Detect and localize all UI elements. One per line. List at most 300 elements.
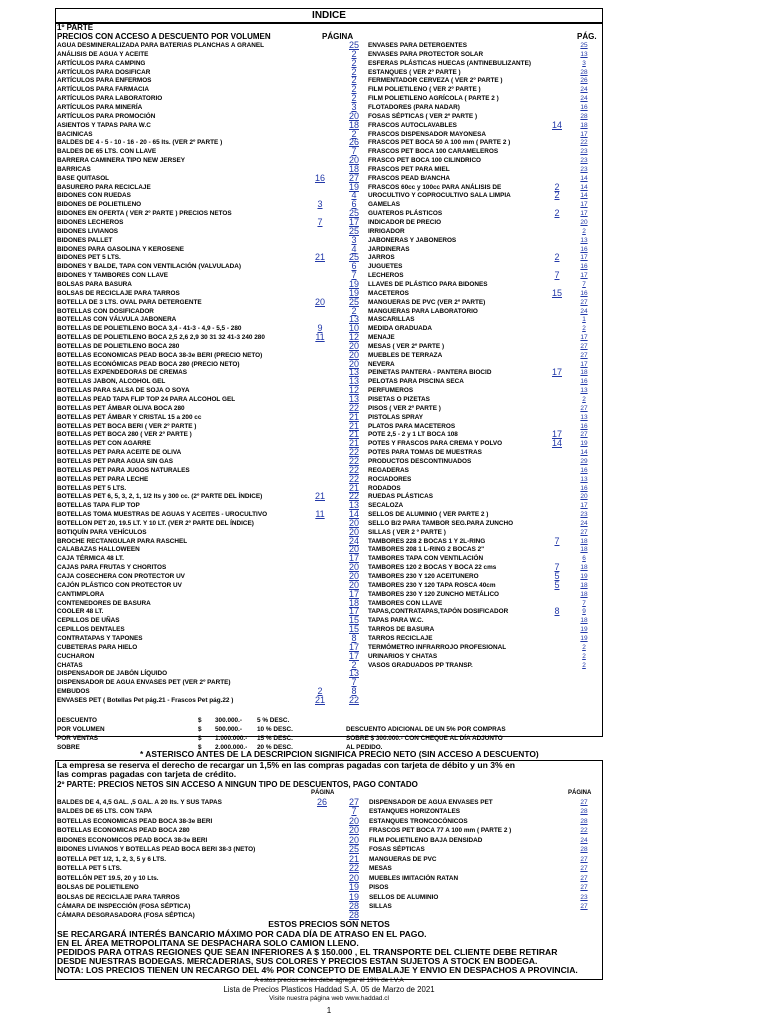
page-link[interactable]: 21 [348,411,359,422]
index-item-label: ARTÍCULOS PARA ENFERMOS [57,77,152,85]
page-link[interactable]: 9 [317,323,323,334]
page-link[interactable]: 21 [348,438,359,449]
page-link[interactable]: 2 [351,66,357,77]
page-link[interactable]: 18 [348,163,359,174]
index-item-label: FRASCOS AUTOCLAVABLES [368,121,457,129]
page-link[interactable]: 21 [348,420,359,431]
discount-extra-note: SOBRE $ 300.000.- CON CHEQUE AL DÍA ADJUNTO [346,735,503,742]
page-link[interactable]: 27 [348,797,359,807]
page-link[interactable]: 17 [580,272,588,280]
index-item-label: MUEBLES IMITACIÓN RATAN [369,874,459,882]
index-item-label: IRRIGADOR [368,227,405,235]
index-item-label: POTES Y FRASCOS PARA CREMA Y POLVO [368,440,503,448]
index-item-label: BOTELLA DE 3 LTS. OVAL PARA DETERGENTE [57,298,202,306]
index-item-label: BOTELLAS ECONÓMICAS PEAD BOCA 280 (PRECIO NETO) [57,360,240,368]
page-link[interactable]: 7 [554,270,560,281]
index-item-label: BOTELLAS PET 5 LTS. [57,484,127,492]
page-link[interactable]: 2 [582,643,586,651]
page-link[interactable]: 2 [582,661,586,669]
page-link[interactable]: 7 [351,677,357,688]
page-link[interactable]: 5 [554,571,560,581]
index-item-label: ARTÍCULOS PARA FARMACIA [57,86,149,94]
page-link[interactable]: 2 [351,75,357,86]
index-item-label: BIDONES EN OFERTA ( VER 2º PARTE ) PRECIOS NETOS [57,210,232,218]
index-item-label: MANGUERAS DE PVC [369,855,437,863]
page-link[interactable]: 19 [580,634,588,642]
page-link[interactable]: 13 [348,376,359,387]
page-link[interactable]: 15 [551,287,562,298]
page-link[interactable]: 2 [582,396,586,403]
page-link[interactable]: 13 [580,475,588,483]
page-link[interactable]: 20 [348,825,359,836]
page-link[interactable]: 18 [580,546,588,554]
index-item-label: FERMENTADOR CERVEZA ( VER 2º PARTE ) [368,77,503,85]
index-item-label: NEVERA [368,360,395,368]
index-item-label: FILM POLIETILENO BAJA DENSIDAD [369,836,483,844]
page-link[interactable]: 20 [348,340,359,351]
index-item-label: BIDONES LIVIANOS Y BOTELLAS PEAD BOCA BERI 38-3 (NETO) [57,846,256,854]
page-link[interactable]: 18 [580,617,588,625]
page-link[interactable]: 22 [348,455,359,466]
page-link[interactable]: 17 [580,201,588,209]
page-link[interactable]: 18 [580,590,588,598]
page-link[interactable]: 20 [348,834,359,845]
page-link[interactable]: 2 [351,128,357,139]
index-item-label: LLAVES DE PLÁSTICO PARA BIDONES [368,280,488,288]
page-link[interactable]: 17 [580,502,588,510]
index-item-label: GAMELAS [368,201,400,209]
page-link[interactable]: 25 [348,208,359,219]
index-item-label: MANGUERAS DE PVC (VER 2º PARTE) [368,298,486,306]
index-item-label: ARTÍCULOS PARA DOSIFICAR [57,68,151,76]
page-link[interactable]: 7 [351,270,357,281]
page-link[interactable]: 3 [582,59,586,67]
page-link[interactable]: 20 [348,155,359,166]
page-link[interactable]: 24 [348,535,359,546]
page-link[interactable]: 28 [580,817,588,825]
index-item-label: BOTIQUÍN PARA VEHÍCULOS [57,528,147,536]
index-item-label: BOTELLAS PET BOCA 280 ( VER 2º PARTE ) [57,431,192,439]
page-link[interactable]: 10 [348,323,359,334]
page-link[interactable]: 14 [580,449,588,457]
page-link[interactable]: 2 [351,93,357,104]
card-surcharge-line-2: las compras pagadas con tarjeta de crédito. [57,769,237,779]
page-link[interactable]: 3 [351,234,357,245]
page-link[interactable]: 18 [348,597,359,608]
page-link[interactable]: 26 [580,77,588,85]
index-item-label: COOLER 48 LT. [57,608,104,616]
page-link[interactable]: 13 [580,413,588,421]
page-link[interactable]: 14 [551,119,562,130]
index-item-label: ROCIADORES [368,475,412,483]
page-link[interactable]: 22 [348,447,359,458]
page-link[interactable]: 6 [351,199,357,210]
index-item-label: DISPENSADOR DE AGUA ENVASES PET [369,799,493,806]
index-item-label: CUBETERAS PARA HIELO [57,643,138,651]
page-link[interactable]: 27 [580,902,588,910]
page-link[interactable]: 13 [348,394,359,404]
page-link[interactable]: 17 [348,606,359,617]
page-link[interactable]: 16 [580,484,588,492]
index-item-label: BIDONES ECONOMICOS PEAD BOCA 38-3e BERI [57,836,208,844]
page-link[interactable]: 20 [580,219,588,226]
index-item-label: BIDONES Y TAMBORES CON LLAVE [57,272,169,280]
page-link[interactable]: 8 [351,632,357,643]
index-item-label: CUCHARON [57,652,95,660]
discount-label: POR VENTAS [57,735,99,742]
page-link[interactable]: 16 [580,466,588,474]
page-link[interactable]: 20 [348,517,359,528]
index-item-label: INDICADOR DE PRECIO [368,219,442,226]
index-item-label: MESAS [369,865,392,873]
part1-page-header-right: PÁG. [577,32,597,41]
index-item-label: CAJAS PARA FRUTAS Y CHORITOS [57,564,167,572]
page-link[interactable]: 13 [580,236,588,244]
page-link[interactable]: 19 [580,573,588,580]
page-link[interactable]: 23 [580,165,588,173]
page-link[interactable]: 20 [314,296,325,307]
page-link[interactable]: 22 [580,827,588,835]
discount-currency: $ [198,744,202,751]
index-item-label: TAMBORES 230 Y 120 TAPA ROSCA 40cm [368,581,496,589]
page-link[interactable]: 25 [348,296,359,307]
page-link[interactable]: 17 [551,367,562,378]
page-link[interactable]: 22 [580,139,588,147]
page-link[interactable]: 18 [580,369,588,377]
page-link[interactable]: 2 [351,659,357,670]
index-item-label: BOTELLAS PET BOCA BERI ( VER 2º PARTE ) [57,422,197,430]
page-link[interactable]: 20 [580,493,588,501]
page-link[interactable]: 16 [580,103,588,111]
page-number: 1 [326,1006,332,1015]
page-link[interactable]: 28 [580,112,588,120]
page-link[interactable]: 29 [580,457,588,465]
page-title: INDICE [55,8,603,23]
page-link[interactable]: 4 [351,190,357,201]
index-item-label: PLATOS PARA MACETEROS [368,422,456,430]
page-link[interactable]: 2 [554,208,560,219]
index-item-label: BROCHE RECTANGULAR PARA RASCHEL [57,537,188,545]
page-link[interactable]: 6 [351,261,357,272]
discount-amount: 2.000.000.- [215,744,248,751]
page-link[interactable]: 23 [580,148,588,156]
index-item-label: PERFUMEROS [368,387,414,395]
page-link[interactable]: 26 [348,137,359,148]
page-link[interactable]: 18 [580,564,588,572]
index-item-label: BOTELLA PET 1/2, 1, 2, 3, 5 y 6 LTS. [57,855,167,863]
page-link[interactable]: 22 [348,464,359,475]
page-link[interactable]: 7 [317,217,323,227]
page-link[interactable]: 24 [580,95,588,103]
page-link[interactable]: 27 [580,855,588,863]
page-link[interactable]: 28 [580,808,588,816]
page-link[interactable]: 27 [580,874,588,882]
page-link[interactable]: 18 [580,121,588,129]
page-link[interactable]: 28 [348,910,359,921]
page-link[interactable]: 19 [348,278,359,289]
page-link[interactable]: 17 [348,553,359,564]
page-link[interactable]: 20 [348,815,359,826]
page-link[interactable]: 27 [580,865,588,873]
index-item-label: FRASCOS PET BOCA 77 A 100 mm ( PARTE 2 ) [369,827,512,835]
page-link[interactable]: 13 [348,314,359,325]
page-link[interactable]: 7 [351,146,357,157]
page-link[interactable]: 21 [348,853,359,864]
page-link[interactable]: 8 [351,686,357,697]
page-link[interactable]: 17 [348,650,359,661]
page-link[interactable]: 28 [580,68,588,76]
index-item-label: BOLSAS DE RECICLAJE PARA TARROS [57,893,180,901]
page-link[interactable]: 2 [582,652,586,660]
discount-currency: $ [198,726,202,733]
footer-website: Visite nuestra página web www.haddad.cl [269,995,389,1002]
index-item-label: BOTELLAS CON DOSIFICADOR [57,307,154,315]
index-item-label: MUEBLES DE TERRAZA [368,351,443,359]
page-link[interactable]: 27 [580,528,588,536]
page-link[interactable]: 7 [582,280,586,288]
page-link[interactable]: 20 [348,358,359,369]
page-link[interactable]: 19 [348,287,359,298]
page-link[interactable]: 2 [351,84,357,95]
page-link[interactable]: 22 [348,491,359,502]
page-link[interactable]: 2 [351,48,357,59]
page-link[interactable]: 14 [580,183,588,191]
index-item-label: BASURERO PARA RECICLAJE [57,183,151,191]
index-item-label: MACETEROS [368,289,409,297]
index-item-label: BOLSAS DE POLIETILENO [57,884,139,892]
page-link[interactable]: 22 [348,402,359,413]
discount-amount: 1.000.000.- [215,735,248,742]
index-item-label: FRASCOS PEAD B/ANCHA [368,174,451,182]
page-link[interactable]: 14 [580,174,588,182]
page-link[interactable]: 12 [348,332,359,343]
page-link[interactable]: 16 [580,289,588,297]
page-link[interactable]: 4 [351,243,357,254]
index-item-label: MESAS ( VER 2º PARTE ) [368,342,445,350]
index-item-label: FRASCO PET BOCA 100 CILINDRICO [368,157,482,165]
index-item-label: FLOTADORES (PARA NADAR) [368,103,460,111]
index-item-label: DISPENSADOR DE JABÓN LÍQUIDO [57,670,168,678]
page-link[interactable]: 13 [580,50,588,58]
index-item-label: SILLAS [369,902,392,910]
footer-interest-line: SE RECARGARÁ INTERÉS BANCARIO MÁXIMO POR CADA DÍA DE ATRASO EN EL PAGO. [57,929,427,939]
index-item-label: TAMBORES 208 1 L-RING 2 BOCAS 2" [368,546,485,554]
index-item-label: ENVASES PARA PROTECTOR SOLAR [368,50,484,58]
page-link[interactable]: 14 [348,509,359,520]
page-link[interactable]: 2 [317,686,323,697]
index-item-label: FRASCOS PET BOCA 50 A 100 mm ( PARTE 2 ) [368,139,511,147]
index-item-label: BOTELLAS JABON, ALCOHOL GEL [57,378,166,386]
page-link[interactable]: 28 [348,900,359,911]
page-link[interactable]: 24 [580,519,588,527]
index-item-label: PISTOLAS SPRAY [368,413,424,421]
discount-currency: $ [198,735,202,742]
page-link[interactable]: 27 [580,351,588,359]
page-link[interactable]: 20 [348,544,359,555]
discount-label: SOBRE [57,744,80,751]
page-link[interactable]: 19 [580,626,588,634]
page-link[interactable]: 7 [351,806,357,817]
index-item-label: MEDIDA GRADUADA [368,325,433,333]
index-item-label: SECALOZA [368,502,404,510]
page-link[interactable]: 24 [580,307,588,315]
page-link[interactable]: 17 [348,217,359,227]
index-item-label: TAMBORES 228 2 BOCAS 1 Y 2L-RING [368,537,486,545]
discount-extra-note: DESCUENTO ADICIONAL DE UN 5% POR COMPRAS [346,726,506,733]
page-link[interactable]: 2 [554,181,560,192]
page-link[interactable]: 11 [315,332,325,343]
page-link[interactable]: 21 [348,429,359,440]
index-item-label: MENAJE [368,334,395,342]
page-link[interactable]: 2 [582,325,586,333]
page-link[interactable]: 20 [348,349,359,360]
page-link[interactable]: 5 [554,579,560,590]
page-link[interactable]: 25 [348,40,359,50]
page-link[interactable]: 27 [580,799,588,806]
page-link[interactable]: 24 [580,836,588,844]
page-link[interactable]: 14 [551,438,562,449]
page-link[interactable]: 27 [580,404,588,412]
page-link[interactable]: 17 [580,130,588,138]
index-item-label: TAPAS,CONTRATAPAS,TAPÓN DOSIFICADOR [368,608,509,616]
page-link[interactable]: 2 [351,305,357,316]
page-link[interactable]: 7 [554,535,560,546]
page-link[interactable]: 25 [348,844,359,855]
page-link[interactable]: 15 [348,624,359,635]
discount-amount: 300.000.- [215,717,243,724]
index-item-label: PISOS [369,884,389,892]
page-link[interactable]: 22 [348,473,359,484]
index-item-label: BOTELLAS PET PARA JUGOS NATURALES [57,466,190,474]
page-link[interactable]: 21 [348,482,359,493]
page-link[interactable]: 17 [348,588,359,599]
page-link[interactable]: 17 [551,429,562,440]
page-link[interactable]: 20 [348,526,359,537]
page-link[interactable]: 26 [316,797,327,807]
page-link[interactable]: 19 [348,891,359,902]
index-item-label: BIDONES Y BALDE, TAPA CON VENTILACIÓN (VALVULADA) [57,263,242,271]
index-item-label: BOTELLAS PET ÁMBAR Y CRISTAL 15 a 200 cc [57,413,202,421]
page-link[interactable]: 13 [580,387,588,395]
page-link[interactable]: 17 [580,210,588,218]
index-item-label: BOTELLAS TOMA MUESTRAS DE AGUAS Y ACEITES - UROCULTIVO [57,511,268,519]
page-link[interactable]: 16 [580,378,588,386]
index-item-label: DISPENSADOR DE AGUA ENVASES PET (VER 2º PARTE) [57,679,231,687]
page-link[interactable]: 21 [314,491,325,502]
index-item-label: CANTIMPLORA [57,590,105,598]
index-item-label: RODADOS [368,484,401,492]
index-item-label: SELLOS DE ALUMINIO ( VER PARTE 2 ) [368,511,489,519]
page-link[interactable]: 2 [351,57,357,68]
page-link[interactable]: 6 [582,555,586,563]
page-link[interactable]: 20 [348,562,359,573]
index-item-label: PISOS ( VER 2º PARTE ) [368,404,441,412]
index-item-label: AGUA DESMINERALIZADA PARA BATERIAS PLANCHAS A GRANEL [57,42,264,49]
index-item-label: PEINETAS PANTERA - PANTERA BIOCID [368,369,492,377]
page-link[interactable]: 20 [348,571,359,581]
page-link[interactable]: 28 [580,846,588,854]
discount-currency: $ [198,717,202,724]
page-link[interactable]: 25 [580,42,588,49]
page-link[interactable]: 11 [315,509,325,520]
page-link[interactable]: 20 [348,579,359,590]
index-item-label: FRASCOS PET BOCA 100 CARAMELEROS [368,148,499,156]
page-link[interactable]: 27 [580,884,588,892]
page-link[interactable]: 22 [348,863,359,874]
page-link[interactable]: 17 [580,254,588,262]
page-link[interactable]: 17 [580,360,588,368]
page-link[interactable]: 25 [348,252,359,263]
page-link[interactable]: 17 [580,334,588,342]
page-link[interactable]: 7 [554,562,560,573]
page-link[interactable]: 16 [580,422,588,430]
page-link[interactable]: 23 [580,157,588,165]
index-item-label: LECHEROS [368,272,404,280]
index-item-label: VASOS GRADUADOS PP TRANSP. [368,661,473,669]
discount-percent: 20 % DESC. [257,744,293,751]
page-link[interactable]: 2 [554,252,560,263]
page-link[interactable]: 19 [580,440,588,448]
page-link[interactable]: 27 [580,342,588,350]
page-link[interactable]: 27 [580,298,588,306]
page-link[interactable]: 21 [314,252,325,263]
page-link[interactable]: 13 [348,367,359,378]
page-link[interactable]: 18 [580,581,588,589]
page-link[interactable]: 13 [348,668,359,679]
page-link[interactable]: 19 [348,882,359,893]
page-link[interactable]: 20 [348,110,359,121]
page-link[interactable]: 19 [348,181,359,192]
page-link[interactable]: 14 [580,192,588,200]
page-link[interactable]: 2 [582,227,586,235]
page-link[interactable]: 18 [348,119,359,130]
index-item-label: BOTELLA PET 5 LTS. [57,865,122,873]
page-link[interactable]: 2 [554,190,560,201]
page-link[interactable]: 16 [580,263,588,271]
page-link[interactable]: 16 [314,172,325,183]
index-item-label: BOTELLAS PET 6, 5, 3, 2, 1, 1/2 lts y 300 cc. (2º PARTE DEL ÍNDICE) [57,493,263,501]
page-link[interactable]: 15 [348,615,359,626]
page-link[interactable]: 9 [582,608,586,616]
page-link[interactable]: 12 [348,385,359,396]
page-link[interactable]: 7 [582,599,586,607]
index-item-label: BOTELLAS CON VÁLVULA JABONERA [57,316,177,324]
page-link[interactable]: 17 [348,641,359,652]
page-link[interactable]: 25 [348,225,359,236]
page-link[interactable]: 13 [348,500,359,511]
page-link[interactable]: 20 [348,872,359,883]
page-link[interactable]: 23 [580,511,588,519]
page-link[interactable]: 27 [348,172,359,183]
page-link[interactable]: 21 [314,694,325,705]
page-link[interactable]: 3 [317,199,323,210]
index-item-label: TERMÓMETRO INFRARROJO PROFESIONAL [368,643,507,651]
page-link[interactable]: 1 [582,316,586,324]
page-link[interactable]: 22 [348,694,359,705]
page-link[interactable]: 23 [580,893,588,901]
page-link[interactable]: 16 [580,245,588,253]
page-link[interactable]: 3 [351,101,357,112]
index-item-label: MASCARILLAS [368,316,415,324]
index-item-label: FILM POLIETILENO AGRÍCOLA ( PARTE 2 ) [368,95,499,103]
page-link[interactable]: 24 [580,86,588,94]
page-link[interactable]: 27 [580,431,588,439]
page-link[interactable]: 8 [554,606,560,617]
index-item-label: RUEDAS PLÁSTICAS [368,493,433,501]
page-link[interactable]: 18 [580,537,588,545]
discount-percent: 5 % DESC. [257,717,290,724]
index-item-label: ENVASES PARA DETERGENTES [368,42,467,49]
